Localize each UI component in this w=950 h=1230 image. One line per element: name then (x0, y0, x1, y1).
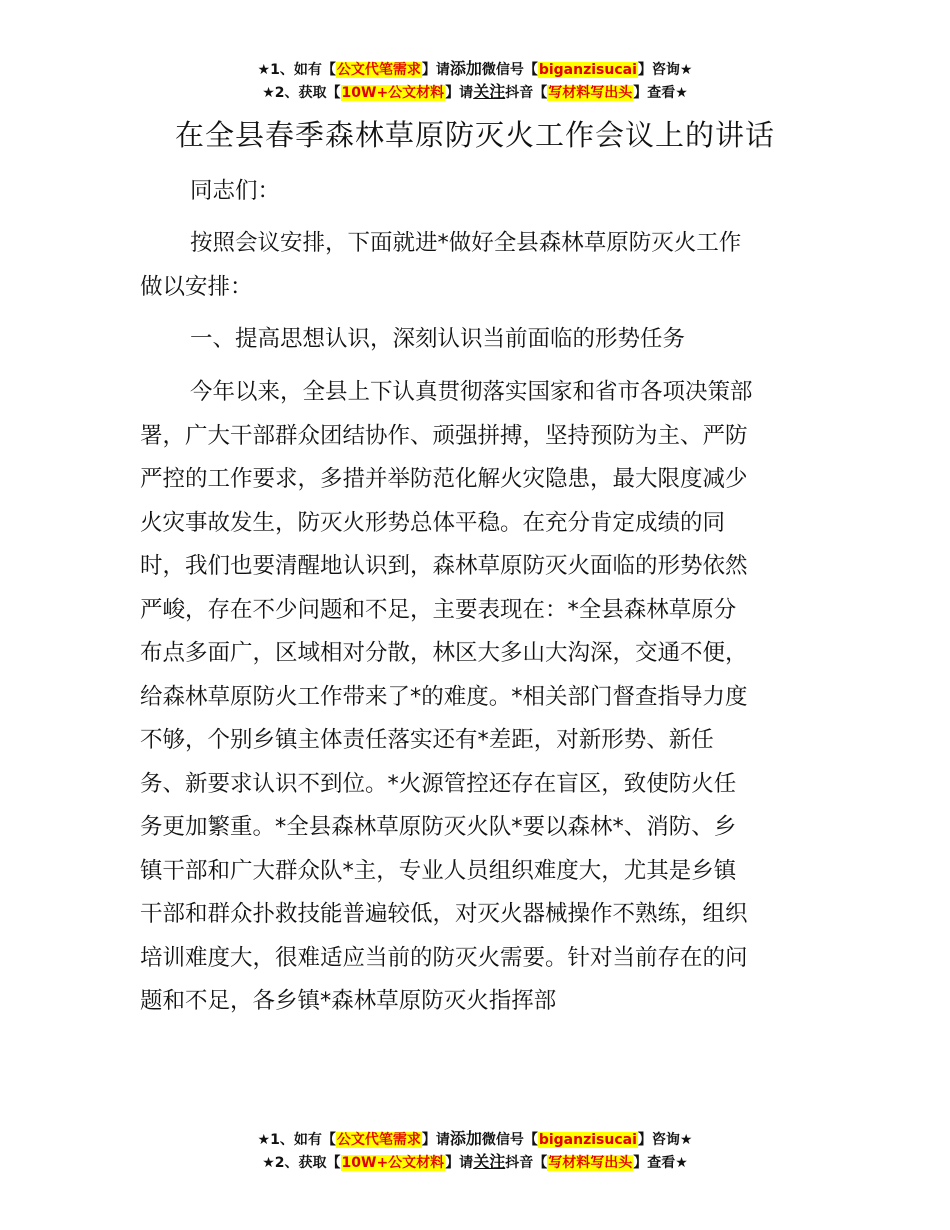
banner-emphasis: 关注 (473, 1152, 506, 1171)
greeting (140, 170, 812, 214)
paragraph-line: 给森林草原防火工作带来了*的难度。*相关部门督查指导力度 (140, 683, 748, 710)
paragraph-line: 务更加繁重。*全县森林草原防灭火队*要以森林*、消防、乡 (140, 814, 737, 840)
banner-text: ★1、如有【 (257, 62, 336, 78)
banner-text: 微信号【 (481, 62, 538, 78)
highlight-materials: 10W+公文材料 (341, 85, 445, 101)
banner-emphasis: 添加 (449, 1129, 482, 1148)
header-banner (0, 58, 950, 104)
highlight-materials: 10W+公文材料 (341, 1155, 445, 1171)
greeting-text: 同志们： (190, 178, 281, 204)
banner-text: 】请 (445, 85, 474, 101)
banner-emphasis: 添加 (449, 59, 482, 78)
banner-text: ★2、获取【 (262, 1155, 341, 1171)
highlight-douyin: 写材料写出头 (548, 1155, 633, 1171)
banner-text: 抖音【 (505, 1155, 548, 1171)
paragraph-line: 培训难度大，很难适应当前的防灭火需要。针对当前存在的问 (140, 944, 748, 971)
paragraph-line: 火灾事故发生，防灭火形势总体平稳。在充分肯定成绩的同 (140, 509, 726, 536)
banner-text: 】咨询★ (637, 62, 693, 78)
paragraph-line: 署，广大干部群众团结协作、顽强拼搏，坚持预防为主、严防 (140, 422, 748, 449)
banner-line-2 (0, 1151, 950, 1174)
banner-line-1 (0, 1128, 950, 1151)
paragraph-line: 做以安排： (140, 273, 253, 300)
highlight-douyin: 写材料写出头 (548, 85, 633, 101)
banner-text: 】查看★ (633, 85, 688, 101)
paragraph-line: 镇干部和广大群众队*主，专业人员组织难度大，尤其是乡镇 (140, 857, 737, 884)
highlight-wechat-id: biganzisucai (538, 62, 637, 78)
paragraph-intro (140, 222, 812, 309)
paragraph-line: 不够，个别乡镇主体责任落实还有*差距，对新形势、新任 (140, 727, 714, 753)
banner-line-1 (0, 58, 950, 81)
banner-text: 微信号【 (481, 1132, 538, 1148)
banner-text: 】请 (445, 1155, 474, 1171)
paragraph-line: 严控的工作要求，多措并举防范化解火灾隐患，最大限度减少 (140, 466, 748, 492)
paragraph-line: 按照会议安排，下面就进*做好全县森林草原防灭火工作 (190, 230, 742, 256)
highlight-wechat-id: biganzisucai (538, 1132, 637, 1148)
banner-text: ★1、如有【 (257, 1132, 336, 1148)
banner-text: 】查看★ (633, 1155, 688, 1171)
banner-text: 】请 (421, 1132, 450, 1148)
paragraph-line: 题和不足，各乡镇*森林草原防灭火指挥部 (140, 988, 557, 1014)
paragraph-line: 布点多面广，区域相对分散，林区大多山大沟深，交通不便， (140, 640, 748, 666)
highlight-ghostwriting: 公文代笔需求 (336, 1132, 421, 1148)
paragraph-situation (140, 371, 812, 1024)
paragraph-line: 务、新要求认识不到位。*火源管控还存在盲区，致使防火任 (140, 770, 737, 797)
banner-text: 抖音【 (505, 85, 548, 101)
paragraph-line: 严峻，存在不少问题和不足，主要表现在：*全县森林草原分 (140, 596, 737, 623)
banner-text: ★2、获取【 (262, 85, 341, 101)
paragraph-line: 今年以来，全县上下认真贯彻落实国家和省市各项决策部 (190, 379, 753, 405)
banner-text: 】请 (421, 62, 450, 78)
banner-line-2 (0, 81, 950, 104)
footer-banner (0, 1128, 950, 1174)
banner-emphasis: 关注 (473, 82, 506, 101)
section-heading-text: 一、提高思想认识，深刻认识当前面临的形势任务 (190, 326, 686, 352)
document-title: 在全县春季森林草原防灭火工作会议上的讲话 (174, 118, 775, 152)
banner-text: 】咨询★ (637, 1132, 693, 1148)
paragraph-line: 时，我们也要清醒地认识到，森林草原防灭火面临的形势依然 (140, 553, 748, 579)
highlight-ghostwriting: 公文代笔需求 (336, 62, 421, 78)
section-heading-1 (140, 318, 812, 362)
paragraph-line: 干部和群众扑救技能普遍较低，对灭火器械操作不熟练，组织 (140, 901, 748, 927)
